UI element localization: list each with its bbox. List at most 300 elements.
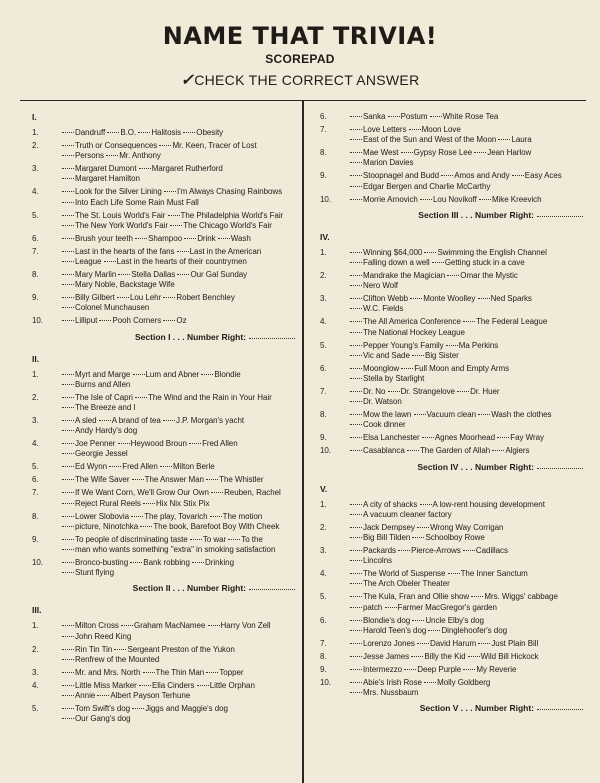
answer-option: Last in the hearts of their countrymen <box>116 257 247 267</box>
answer-checkbox[interactable] <box>62 191 74 192</box>
answer-checkbox[interactable] <box>350 186 362 187</box>
section-score-label: Section IV . . . Number Right: <box>417 461 534 472</box>
answer-checkbox[interactable] <box>184 238 196 239</box>
answer-checkbox[interactable] <box>350 321 362 322</box>
answer-checkbox[interactable] <box>62 145 74 146</box>
answer-checkbox[interactable] <box>446 345 458 346</box>
question-number: 1. <box>32 621 39 631</box>
answer-checkbox[interactable] <box>130 562 142 563</box>
answer-option: Georgie Jessel <box>75 449 128 459</box>
answer-checkbox[interactable] <box>512 175 524 176</box>
answer-option: A vacuum cleaner factory <box>363 509 452 519</box>
answer-checkbox[interactable] <box>164 191 176 192</box>
answer-option: Lincolns <box>363 556 392 566</box>
answer-checkbox[interactable] <box>143 503 155 504</box>
answer-checkbox[interactable] <box>62 168 74 169</box>
answer-checkbox[interactable] <box>471 596 483 597</box>
question-row <box>32 488 297 508</box>
question-row <box>320 387 585 407</box>
answer-option: Molly Goldberg <box>437 677 491 687</box>
answer-checkbox[interactable] <box>424 252 436 253</box>
answer-checkbox[interactable] <box>62 384 74 385</box>
answer-checkbox[interactable] <box>350 573 362 574</box>
answer-option: Ed Wynn <box>75 462 108 472</box>
answer-checkbox[interactable] <box>62 407 74 408</box>
answer-line <box>350 182 585 192</box>
answer-checkbox[interactable] <box>218 238 230 239</box>
answer-checkbox[interactable] <box>139 168 151 169</box>
answer-checkbox[interactable] <box>197 685 209 686</box>
answer-checkbox[interactable] <box>350 682 362 683</box>
answer-option: Uncle Elby's dog <box>425 615 484 625</box>
answer-line <box>350 523 585 533</box>
answer-option: Monte Woolley <box>423 294 476 304</box>
answer-checkbox[interactable] <box>417 643 429 644</box>
answer-checkbox[interactable] <box>62 503 74 504</box>
question-number: 2. <box>32 644 39 654</box>
answer-checkbox[interactable] <box>62 132 74 133</box>
quiz-section <box>32 112 297 342</box>
answer-checkbox[interactable] <box>412 355 424 356</box>
section-numeral: III. <box>32 605 42 616</box>
answer-checkbox[interactable] <box>401 368 413 369</box>
answer-option: Lou Novikoff <box>433 194 477 204</box>
answer-checkbox[interactable] <box>163 320 175 321</box>
answer-checkbox[interactable] <box>350 378 362 379</box>
answer-checkbox[interactable] <box>62 274 74 275</box>
answer-checkbox[interactable] <box>350 252 362 253</box>
answer-checkbox[interactable] <box>350 607 362 608</box>
answer-line <box>350 569 585 579</box>
answer-line <box>350 410 585 420</box>
answer-checkbox[interactable] <box>350 560 362 561</box>
answer-checkbox[interactable] <box>62 251 74 252</box>
answer-checkbox[interactable] <box>62 284 74 285</box>
answer-line <box>62 645 297 655</box>
answer-checkbox[interactable] <box>350 308 362 309</box>
answer-checkbox[interactable] <box>350 345 362 346</box>
answer-checkbox[interactable] <box>99 420 111 421</box>
answer-checkbox[interactable] <box>62 695 74 696</box>
answer-checkbox[interactable] <box>168 215 180 216</box>
answer-option: Reuben, Rachel <box>224 488 281 498</box>
question-number: 3. <box>320 294 327 304</box>
answer-option: Drink <box>197 233 216 243</box>
answer-checkbox[interactable] <box>350 129 362 130</box>
answer-checkbox[interactable] <box>350 527 362 528</box>
answer-checkbox[interactable] <box>428 630 440 631</box>
answer-checkbox[interactable] <box>62 225 74 226</box>
answer-checkbox[interactable] <box>62 178 74 179</box>
answer-option: The St. Louis World's Fair <box>75 210 166 220</box>
answer-checkbox[interactable] <box>190 539 202 540</box>
answer-checkbox[interactable] <box>420 504 432 505</box>
answer-option: Lou Lehr <box>130 293 162 303</box>
section-score <box>32 583 297 593</box>
quiz-section <box>32 354 297 594</box>
question-row <box>32 316 297 326</box>
answer-checkbox[interactable] <box>135 238 147 239</box>
answer-checkbox[interactable] <box>228 539 240 540</box>
answer-checkbox[interactable] <box>62 261 74 262</box>
section-score-input[interactable] <box>249 338 295 339</box>
question-number: 3. <box>32 667 39 677</box>
answer-checkbox[interactable] <box>133 374 145 375</box>
answer-checkbox[interactable] <box>62 397 74 398</box>
section-score-input[interactable] <box>537 216 583 217</box>
question-row <box>320 678 585 698</box>
answer-option: Lower Slobovia <box>75 511 129 521</box>
answer-checkbox[interactable] <box>350 424 362 425</box>
answer-checkbox[interactable] <box>474 152 486 153</box>
answer-checkbox[interactable] <box>457 391 469 392</box>
answer-checkbox[interactable] <box>114 649 126 650</box>
answer-checkbox[interactable] <box>62 625 74 626</box>
answer-option: Hix Nix Stix Pix <box>155 498 210 508</box>
answer-checkbox[interactable] <box>143 672 155 673</box>
answer-line <box>350 294 585 304</box>
answer-checkbox[interactable] <box>210 516 222 517</box>
answer-checkbox[interactable] <box>463 321 475 322</box>
answer-checkbox[interactable] <box>441 175 453 176</box>
answer-line <box>62 293 297 303</box>
answer-checkbox[interactable] <box>62 718 74 719</box>
answer-line <box>62 416 297 426</box>
answer-checkbox[interactable] <box>62 636 74 637</box>
answer-checkbox[interactable] <box>350 368 362 369</box>
answer-checkbox[interactable] <box>492 450 504 451</box>
answer-checkbox[interactable] <box>468 656 480 657</box>
right-column <box>320 112 585 725</box>
answer-option: Stunt flying <box>75 568 114 578</box>
answer-checkbox[interactable] <box>412 537 424 538</box>
answer-option: Schoolboy Rowe <box>425 533 485 543</box>
question-row <box>32 475 297 485</box>
answer-line <box>350 271 585 281</box>
answer-checkbox[interactable] <box>497 437 509 438</box>
question-row <box>320 341 585 361</box>
question-number: 9. <box>32 534 39 544</box>
answer-line <box>62 522 297 532</box>
answer-checkbox[interactable] <box>163 420 175 421</box>
question-row <box>32 439 297 459</box>
answer-line <box>350 592 585 602</box>
answer-checkbox[interactable] <box>350 437 362 438</box>
answer-option: Tom Swift's dog <box>75 704 131 714</box>
answer-checkbox[interactable] <box>447 275 459 276</box>
answer-option: A brand of tea <box>111 416 161 426</box>
answer-checkbox[interactable] <box>350 298 362 299</box>
answer-checkbox[interactable] <box>479 199 491 200</box>
answer-checkbox[interactable] <box>159 145 171 146</box>
answer-checkbox[interactable] <box>121 625 133 626</box>
answer-line <box>350 374 585 384</box>
answer-line <box>62 198 297 208</box>
question-number: 5. <box>32 462 39 472</box>
answer-checkbox[interactable] <box>62 539 74 540</box>
answer-line <box>350 533 585 543</box>
answer-option: Mrs. Nussbaum <box>363 688 419 698</box>
answer-checkbox[interactable] <box>350 514 362 515</box>
answer-checkbox[interactable] <box>388 391 400 392</box>
question-row <box>320 546 585 566</box>
answer-checkbox[interactable] <box>350 414 362 415</box>
answer-checkbox[interactable] <box>350 152 362 153</box>
section-numeral: I. <box>32 112 37 122</box>
section-score-label: Section II . . . Number Right: <box>132 583 246 594</box>
answer-option: Albert Payson Terhune <box>110 691 191 701</box>
answer-checkbox[interactable] <box>410 298 422 299</box>
answer-checkbox[interactable] <box>106 155 118 156</box>
answer-checkbox[interactable] <box>62 516 74 517</box>
answer-checkbox[interactable] <box>350 401 362 402</box>
question-row <box>320 523 585 543</box>
answer-option: Ma Perkins <box>458 340 499 350</box>
answer-option: To war <box>202 534 227 544</box>
answer-checkbox[interactable] <box>350 332 362 333</box>
answer-option: man who wants something "extra" in smoking satisfaction <box>75 545 276 555</box>
answer-checkbox[interactable] <box>62 202 74 203</box>
answer-checkbox[interactable] <box>398 550 410 551</box>
answer-checkbox[interactable] <box>201 374 213 375</box>
answer-option: Last in the American <box>189 246 262 256</box>
answer-option: Vacuum clean <box>426 410 477 420</box>
answer-option: The Arch Obeler Theater <box>363 579 450 589</box>
answer-option: Amos and Andy <box>454 171 510 181</box>
answer-checkbox[interactable] <box>62 374 74 375</box>
answer-checkbox[interactable] <box>177 251 189 252</box>
answer-checkbox[interactable] <box>62 443 74 444</box>
answer-option: Wild Bill Hickock <box>480 651 539 661</box>
answer-checkbox[interactable] <box>463 550 475 551</box>
answer-checkbox[interactable] <box>206 672 218 673</box>
answer-checkbox[interactable] <box>62 672 74 673</box>
answer-checkbox[interactable] <box>132 708 144 709</box>
answer-checkbox[interactable] <box>498 139 510 140</box>
answer-option: Abie's Irish Rose <box>363 677 422 687</box>
answer-checkbox[interactable] <box>385 607 397 608</box>
answer-checkbox[interactable] <box>62 238 74 239</box>
question-row <box>320 500 585 520</box>
question-row <box>320 410 585 430</box>
answer-checkbox[interactable] <box>62 307 74 308</box>
answer-checkbox[interactable] <box>206 479 218 480</box>
answer-checkbox[interactable] <box>350 275 362 276</box>
answer-checkbox[interactable] <box>62 549 74 550</box>
answer-checkbox[interactable] <box>211 492 223 493</box>
answer-checkbox[interactable] <box>62 492 74 493</box>
answer-option: The All America Conference <box>363 317 461 327</box>
answer-checkbox[interactable] <box>62 479 74 480</box>
answer-checkbox[interactable] <box>350 583 362 584</box>
answer-checkbox[interactable] <box>170 225 182 226</box>
answer-checkbox[interactable] <box>350 537 362 538</box>
answer-line <box>62 488 297 498</box>
answer-option: The Garden of Allah <box>419 446 491 456</box>
question-row <box>320 195 585 205</box>
answer-checkbox[interactable] <box>430 116 442 117</box>
answer-line <box>62 270 297 280</box>
answer-checkbox[interactable] <box>118 274 130 275</box>
question-row <box>320 171 585 191</box>
answer-checkbox[interactable] <box>350 504 362 505</box>
answer-checkbox[interactable] <box>424 682 436 683</box>
answer-checkbox[interactable] <box>350 139 362 140</box>
answer-checkbox[interactable] <box>62 526 74 527</box>
answer-checkbox[interactable] <box>62 708 74 709</box>
answer-checkbox[interactable] <box>417 527 429 528</box>
answer-checkbox[interactable] <box>138 132 150 133</box>
answer-checkbox[interactable] <box>350 450 362 451</box>
answer-checkbox[interactable] <box>350 550 362 551</box>
answer-line <box>62 164 297 174</box>
answer-option: Packards <box>363 546 396 556</box>
section-score <box>320 703 585 713</box>
answer-checkbox[interactable] <box>118 443 130 444</box>
answer-option: Truth or Consequences <box>75 141 158 150</box>
answer-option: Milton Cross <box>75 621 119 631</box>
answer-line <box>350 652 585 662</box>
answer-checkbox[interactable] <box>411 656 423 657</box>
answer-checkbox[interactable] <box>350 199 362 200</box>
answer-checkbox[interactable] <box>432 262 444 263</box>
answer-checkbox[interactable] <box>160 466 172 467</box>
answer-checkbox[interactable] <box>350 355 362 356</box>
answer-checkbox[interactable] <box>478 298 490 299</box>
answer-checkbox[interactable] <box>62 562 74 563</box>
answer-checkbox[interactable] <box>62 685 74 686</box>
answer-checkbox[interactable] <box>62 430 74 431</box>
answer-checkbox[interactable] <box>62 420 74 421</box>
answer-option: Love Letters <box>363 125 407 134</box>
answer-checkbox[interactable] <box>208 625 220 626</box>
answer-checkbox[interactable] <box>409 129 421 130</box>
answer-checkbox[interactable] <box>107 132 119 133</box>
answer-checkbox[interactable] <box>177 274 189 275</box>
answer-option: Mrs. Wiggs' cabbage <box>484 592 558 602</box>
answer-option: The Wind and the Rain in Your Hair <box>148 392 272 402</box>
answer-checkbox[interactable] <box>350 175 362 176</box>
answer-checkbox[interactable] <box>62 155 74 156</box>
section-score-input[interactable] <box>537 468 583 469</box>
section-score <box>320 462 585 472</box>
answer-option: Mow the lawn <box>363 410 412 420</box>
answer-checkbox[interactable] <box>350 391 362 392</box>
answer-option: Intermezzo <box>363 664 403 674</box>
answer-checkbox[interactable] <box>183 132 195 133</box>
answer-checkbox[interactable] <box>163 297 175 298</box>
answer-option: Cadillacs <box>475 546 508 556</box>
answer-option: The Kula, Fran and Ollie show <box>363 592 470 602</box>
answer-checkbox[interactable] <box>109 466 121 467</box>
answer-checkbox[interactable] <box>404 669 416 670</box>
instruction-line <box>0 70 600 90</box>
question-row <box>320 317 585 337</box>
answer-option: Blondie <box>214 369 241 379</box>
answer-checkbox[interactable] <box>350 630 362 631</box>
question-number: 8. <box>320 410 327 420</box>
answer-checkbox[interactable] <box>117 297 129 298</box>
answer-option: Big Bill Tilden <box>363 533 411 543</box>
answer-checkbox[interactable] <box>135 397 147 398</box>
section-score-input[interactable] <box>537 709 583 710</box>
answer-checkbox[interactable] <box>104 261 116 262</box>
answer-option: Dr. Watson <box>363 397 402 407</box>
answer-checkbox[interactable] <box>463 669 475 670</box>
answer-checkbox[interactable] <box>350 620 362 621</box>
answer-checkbox[interactable] <box>350 116 362 117</box>
answer-line <box>62 704 297 714</box>
answer-line <box>62 545 297 555</box>
answer-checkbox[interactable] <box>414 414 426 415</box>
answer-option: Lum and Abner <box>145 369 200 379</box>
answer-checkbox[interactable] <box>478 643 490 644</box>
answer-checkbox[interactable] <box>62 297 74 298</box>
question-number: 3. <box>32 164 39 174</box>
answer-checkbox[interactable] <box>62 649 74 650</box>
question-number: 8. <box>320 651 327 661</box>
answer-checkbox[interactable] <box>420 199 432 200</box>
answer-checkbox[interactable] <box>422 437 434 438</box>
answer-checkbox[interactable] <box>62 466 74 467</box>
answer-option: Moonglow <box>363 363 400 373</box>
answer-checkbox[interactable] <box>189 443 201 444</box>
answer-line <box>62 568 297 578</box>
answer-checkbox[interactable] <box>350 285 362 286</box>
answer-checkbox[interactable] <box>478 414 490 415</box>
answer-option: Farmer MacGregor's garden <box>397 602 497 612</box>
answer-checkbox[interactable] <box>62 320 74 321</box>
answer-line <box>350 603 585 613</box>
section-numeral: IV. <box>320 231 330 242</box>
answer-checkbox[interactable] <box>388 116 400 117</box>
answer-option: Billy Gilbert <box>75 293 115 303</box>
answer-checkbox[interactable] <box>99 320 111 321</box>
answer-checkbox[interactable] <box>62 215 74 216</box>
answer-checkbox[interactable] <box>407 450 419 451</box>
answer-option: Omar the Mystic <box>460 271 518 281</box>
answer-line <box>350 433 585 443</box>
question-number: 7. <box>320 638 327 648</box>
answer-checkbox[interactable] <box>62 453 74 454</box>
answer-option: To people of discriminating taste <box>75 534 188 544</box>
answer-checkbox[interactable] <box>62 572 74 573</box>
answer-line <box>62 655 297 665</box>
answer-checkbox[interactable] <box>401 152 413 153</box>
answer-checkbox[interactable] <box>350 656 362 657</box>
answer-checkbox[interactable] <box>350 692 362 693</box>
answer-option: White Rose Tea <box>442 112 499 121</box>
answer-checkbox[interactable] <box>132 479 144 480</box>
answer-checkbox[interactable] <box>350 669 362 670</box>
section-score-input[interactable] <box>249 589 295 590</box>
answer-checkbox[interactable] <box>62 659 74 660</box>
answer-option: A city of shacks <box>363 499 418 509</box>
answer-checkbox[interactable] <box>139 685 151 686</box>
question-number: 9. <box>320 433 327 443</box>
answer-checkbox[interactable] <box>97 695 109 696</box>
answer-checkbox[interactable] <box>412 620 424 621</box>
answer-checkbox[interactable] <box>350 643 362 644</box>
answer-checkbox[interactable] <box>350 162 362 163</box>
answer-option: Margaret Rutherford <box>151 164 223 174</box>
answer-checkbox[interactable] <box>140 526 152 527</box>
answer-checkbox[interactable] <box>192 562 204 563</box>
answer-checkbox[interactable] <box>350 262 362 263</box>
answer-checkbox[interactable] <box>131 516 143 517</box>
answer-checkbox[interactable] <box>350 596 362 597</box>
answer-checkbox[interactable] <box>448 573 460 574</box>
